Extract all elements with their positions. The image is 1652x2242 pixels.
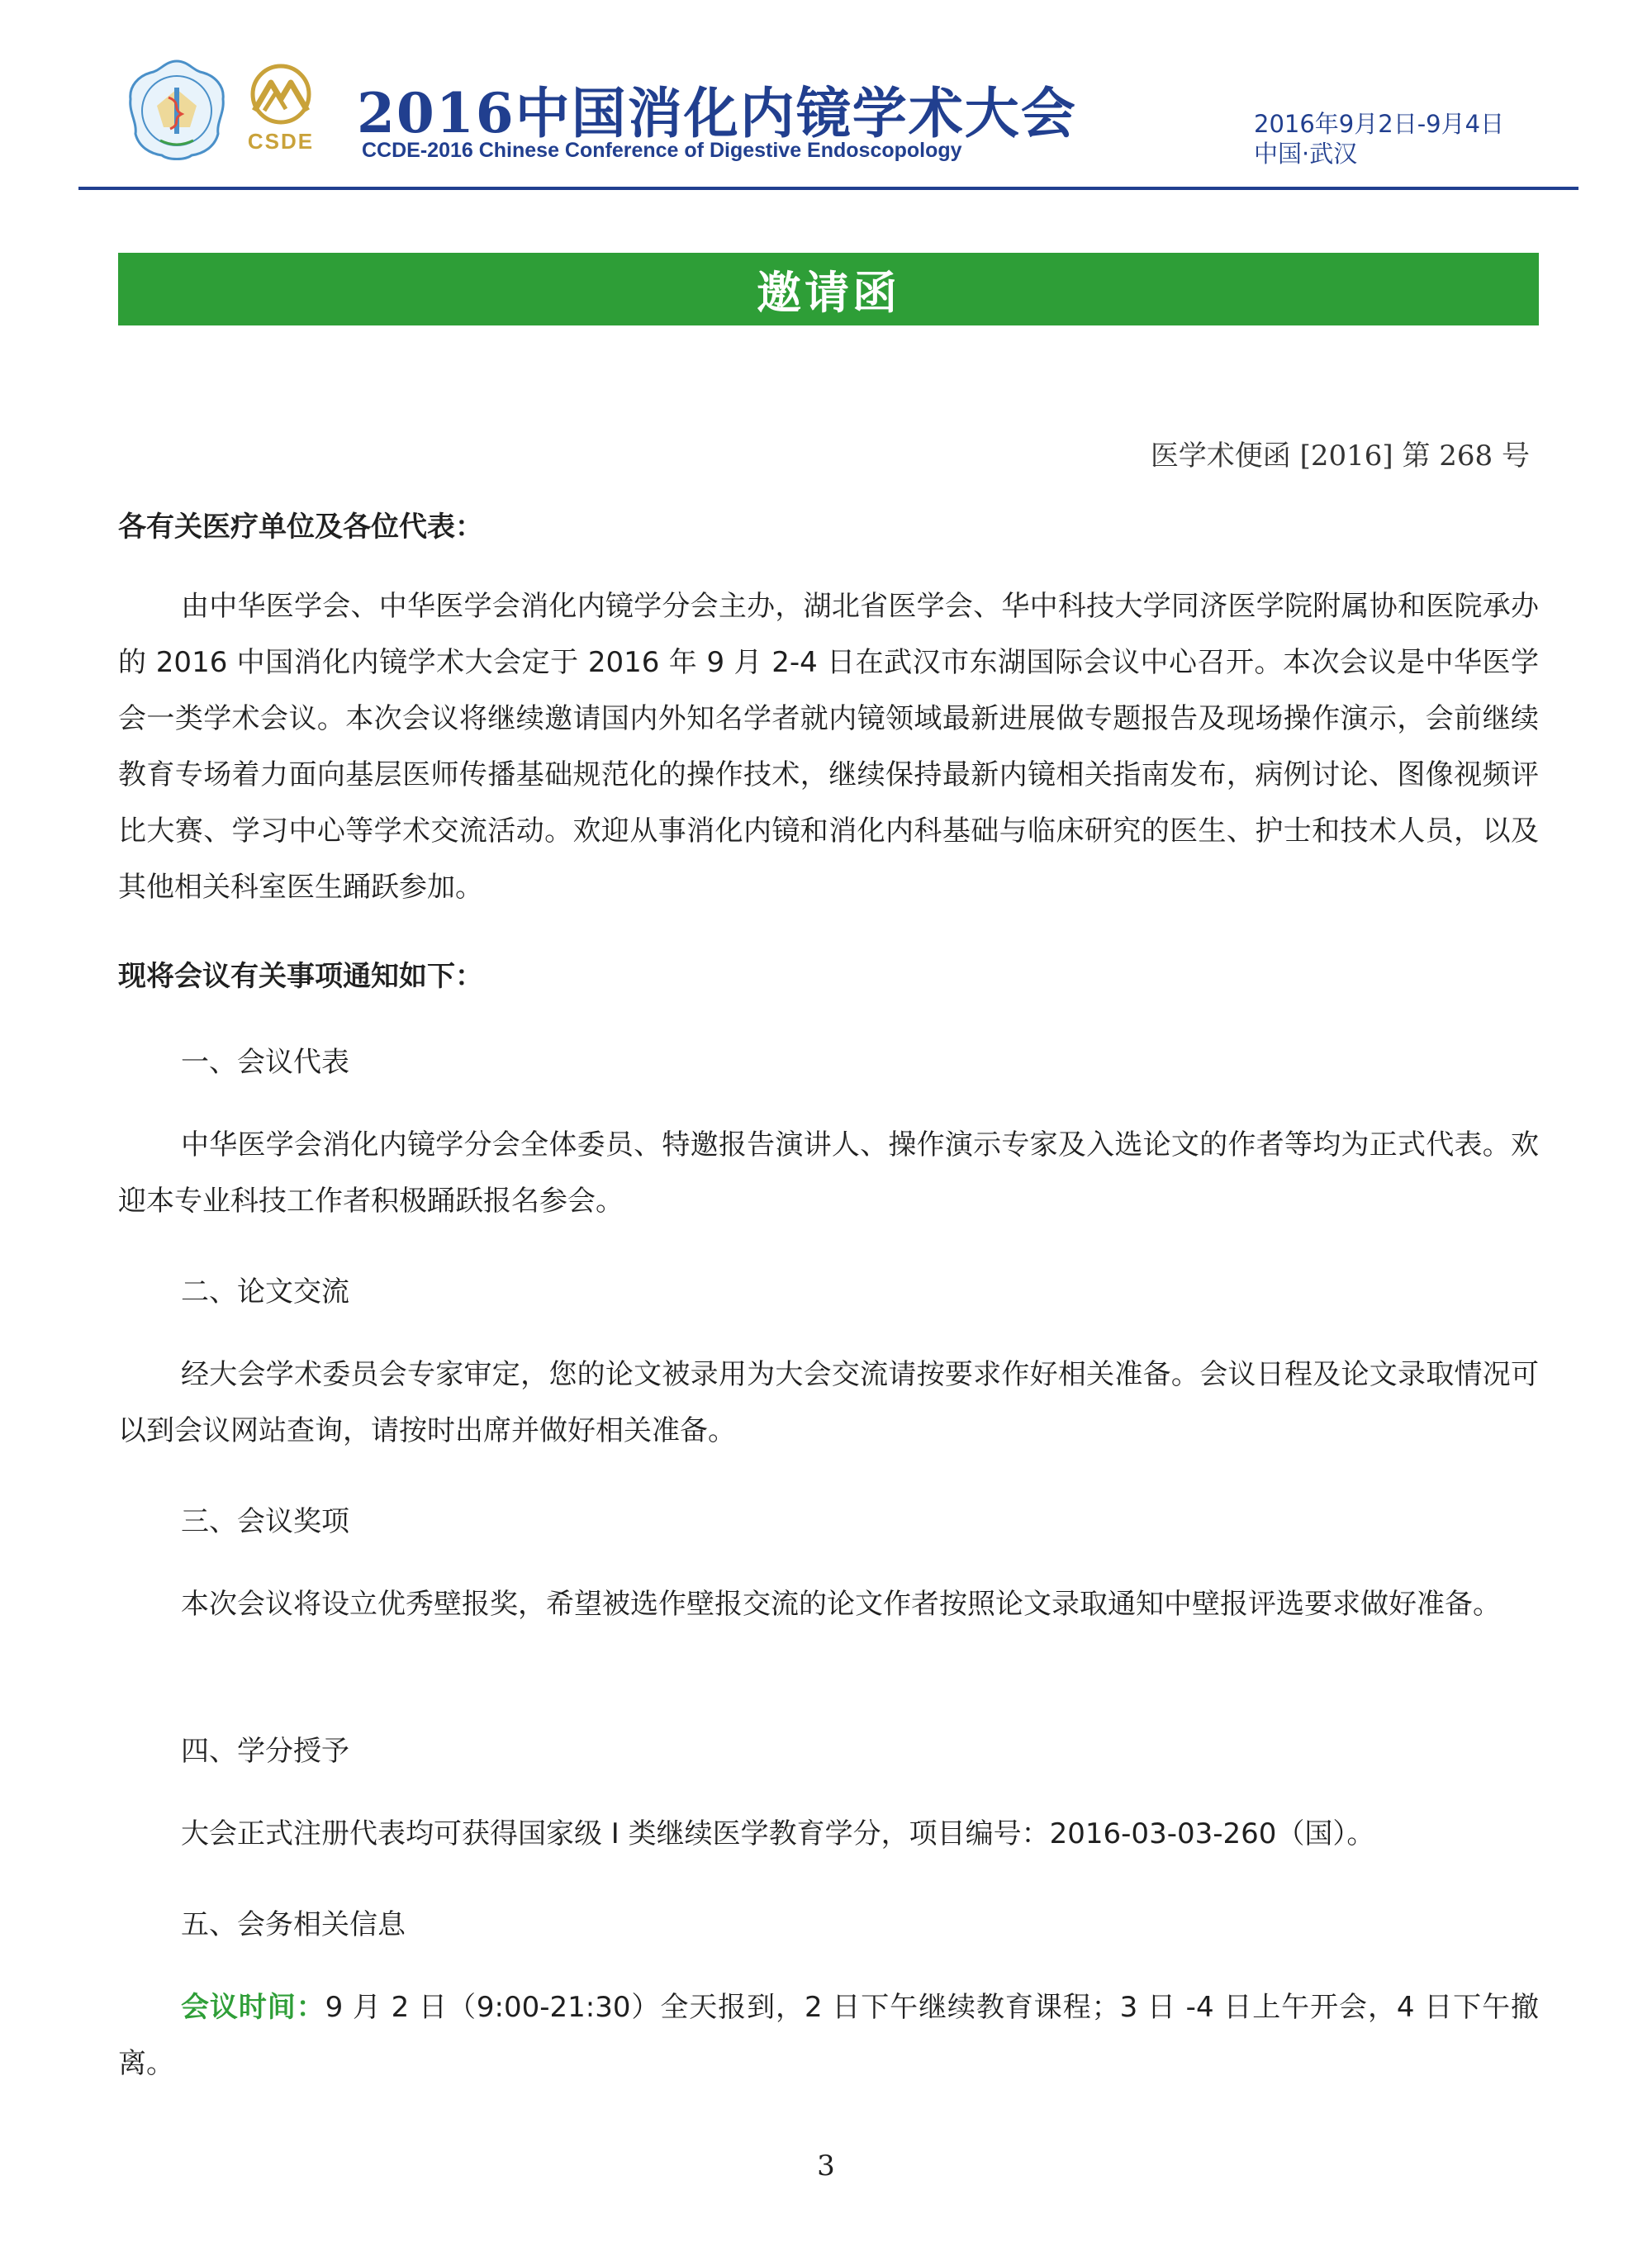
- invitation-title-bar: [118, 253, 1539, 325]
- section-body-awards: 本次会议将设立优秀壁报奖，希望被选作壁报交流的论文作者按照论文录取通知中壁报评选要求做好准备。: [181, 1588, 1501, 1621]
- page-header: [0, 0, 1652, 192]
- csde-logo-text: CSDE: [247, 129, 315, 154]
- section-body-delegates: 中华医学会消化内镜学分会全体委员、特邀报告演讲人、操作演示专家及入选论文的作者等均为正式代表。欢迎本专业科技工作者积极踊跃报名参会。: [118, 1128, 1539, 1218]
- meeting-time-paragraph: [118, 1979, 1539, 2092]
- page-number: 3: [817, 2149, 835, 2183]
- section-heading-logistics: 五、会务相关信息: [181, 1908, 406, 1941]
- chinese-medical-association-logo: [124, 58, 230, 164]
- conference-location: 中国·武汉: [1254, 140, 1358, 168]
- csde-logo: [240, 63, 322, 160]
- section-heading-delegates: 一、会议代表: [181, 1046, 349, 1079]
- conference-date: 2016年9月2日-9月4日: [1254, 110, 1505, 138]
- salutation: 各有关医疗单位及各位代表：: [118, 511, 483, 544]
- header-divider: [78, 187, 1578, 190]
- notice-title: 现将会议有关事项通知如下：: [118, 960, 483, 993]
- section-body-papers: 经大会学术委员会专家审定，您的论文被录用为大会交流请按要求作好相关准备。会议日程及论文录取情况可以到会议网站查询，请按时出席并做好相关准备。: [118, 1358, 1539, 1447]
- document-number: 医学术便函 [2016] 第 268 号: [1150, 439, 1530, 473]
- section-heading-papers: 二、论文交流: [181, 1275, 349, 1309]
- conference-title: 2016中国消化内镜学术大会: [357, 81, 1077, 145]
- meeting-time-text: 9 月 2 日（9:00-21:30）全天报到，2 日下午继续教育课程；3 日 -4 日上午开会，4 日下午撤离。: [118, 1991, 1540, 2080]
- conference-subtitle: CCDE-2016 Chinese Conference of Digestive Endoscopology: [362, 139, 962, 162]
- section-body-credits: 大会正式注册代表均可获得国家级 I 类继续医学教育学分，项目编号：2016-03-03-260（国）。: [181, 1817, 1375, 1850]
- invitation-title: 邀请函: [757, 266, 900, 319]
- section-heading-awards: 三、会议奖项: [181, 1505, 349, 1538]
- csde-emblem-icon: [240, 63, 322, 129]
- intro-paragraph: 由中华医学会、中华医学会消化内镜学分会主办，湖北省医学会、华中科技大学同济医学院附属协和医院承办的 2016 中国消化内镜学术大会定于 2016 年 9 月 2-4 日在武汉市东湖国际会议中心召开。本次会议是中华医学会一类学术会议。本次会议将继续邀请国内外知名学者就内镜领域最新进展做专题报告及现场操作演示，会前继续教育专场着力面向基层医师传播基础规范化的操作技术，继续保持最新内镜相关指南发布，病例讨论、图像视频评比大赛、学习中心等学术交流活动。欢迎从事消化内镜和消化内科基础与临床研究的医生、护士和技术人员，以及其他相关科室医生踊跃参加。: [118, 590, 1539, 904]
- meeting-time-label: 会议时间：: [181, 1991, 325, 2024]
- section-heading-credits: 四、学分授予: [181, 1735, 349, 1768]
